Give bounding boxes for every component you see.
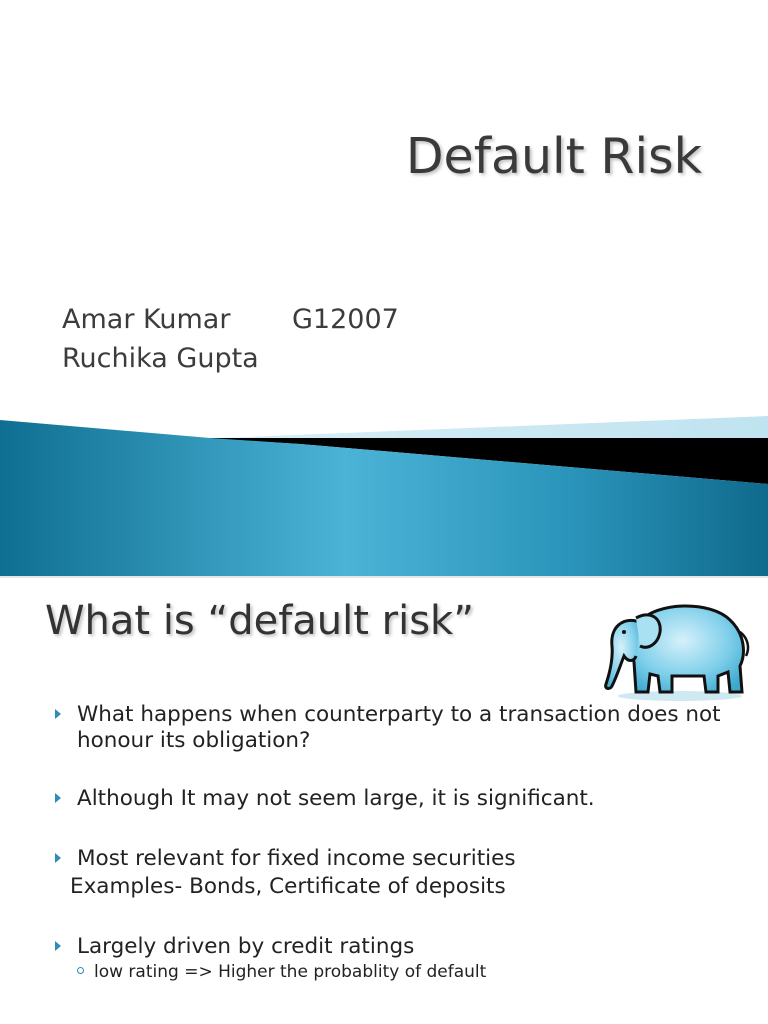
sub-bullet-text: low rating => Higher the probablity of default bbox=[94, 962, 487, 982]
slide-title: What is “default risk” bbox=[45, 598, 474, 644]
bullet-text: Most relevant for fixed income securities bbox=[77, 846, 516, 871]
elephant-icon bbox=[600, 592, 752, 702]
triangle-bullet-icon bbox=[55, 709, 61, 719]
decorative-wave-band bbox=[0, 410, 768, 576]
author-line-2 bbox=[62, 343, 259, 374]
author-name: Amar Kumar bbox=[62, 304, 231, 335]
bullet-continuation: Examples- Bonds, Certificate of deposits bbox=[70, 874, 506, 899]
author-code: G12007 bbox=[292, 304, 399, 335]
triangle-bullet-icon bbox=[55, 941, 61, 951]
bullet-text: Largely driven by credit ratings bbox=[77, 934, 415, 959]
bullet-text: What happens when counterparty to a transaction does not honour its obligation? bbox=[77, 702, 721, 753]
triangle-bullet-icon bbox=[55, 853, 61, 863]
circle-sub-bullet-icon bbox=[77, 967, 84, 974]
content-slide bbox=[0, 578, 768, 1024]
slide-title: Default Risk bbox=[405, 128, 702, 185]
author-line-1 bbox=[62, 304, 399, 335]
bullet-text: Although It may not seem large, it is significant. bbox=[77, 786, 595, 811]
sub-bullet-item bbox=[77, 962, 486, 982]
triangle-bullet-icon bbox=[55, 793, 61, 803]
author-name: Ruchika Gupta bbox=[62, 343, 259, 374]
